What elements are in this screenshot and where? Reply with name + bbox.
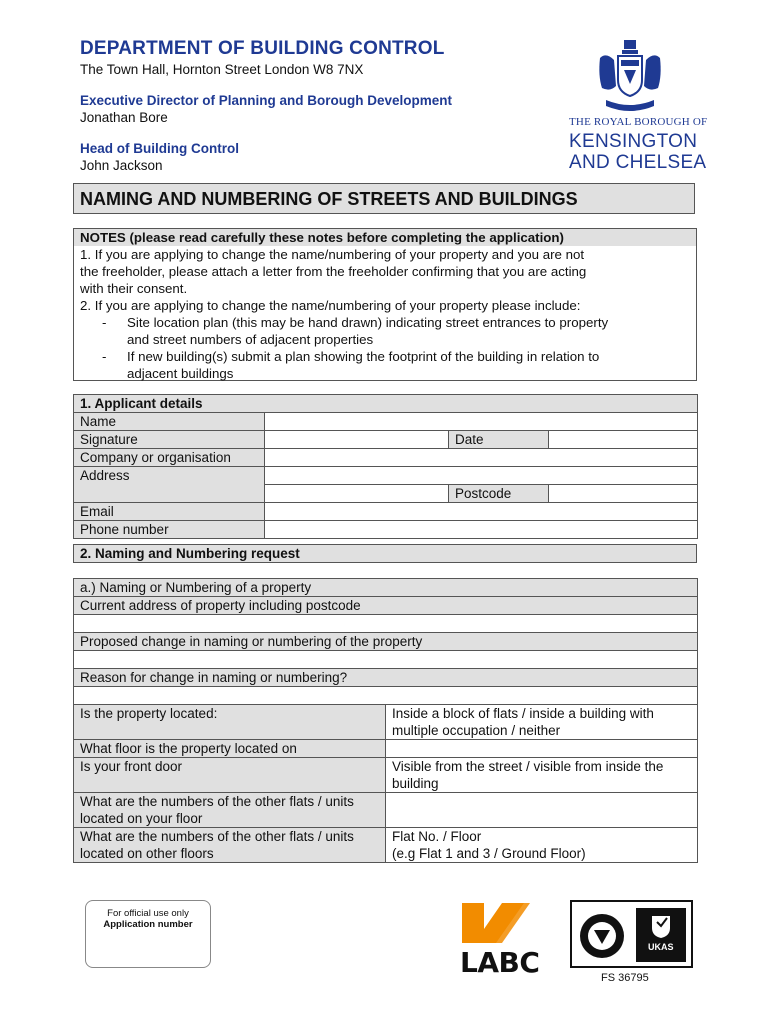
name-label: Name xyxy=(74,413,265,431)
department-title: DEPARTMENT OF BUILDING CONTROL xyxy=(80,38,445,59)
flat-hint-line1: Flat No. / Floor xyxy=(392,829,482,844)
borough-logo-line2: KENSINGTON xyxy=(569,131,698,152)
request-section-heading: 2. Naming and Numbering request xyxy=(74,545,697,563)
floor-label: What floor is the property located on xyxy=(74,740,386,758)
certificate-number: FS 36795 xyxy=(601,972,649,984)
notes-bullet: and street numbers of adjacent properties xyxy=(127,332,374,347)
notes-bullet: Site location plan (this may be hand drawn) indicating street entrances to property xyxy=(127,315,609,330)
bsi-label: BSI xyxy=(594,905,611,916)
request-heading-table xyxy=(73,544,697,563)
notes-box xyxy=(73,228,697,381)
address-field[interactable] xyxy=(265,467,698,485)
notes-line: 1. If you are applying to change the name/numbering of your property and you are not xyxy=(80,247,585,262)
company-field[interactable] xyxy=(265,449,698,467)
ukas-label: UKAS xyxy=(648,942,674,952)
form-title: NAMING AND NUMBERING OF STREETS AND BUILDINGS xyxy=(73,183,695,214)
notes-line: 2. If you are applying to change the name/numbering of your property please include: xyxy=(80,298,581,313)
exec-director-role: Executive Director of Planning and Borough Development xyxy=(80,93,453,108)
notes-line: with their consent. xyxy=(80,281,188,296)
date-label: Date xyxy=(449,431,549,449)
application-number-label: Application number xyxy=(103,919,193,930)
other-floor-units-label: What are the numbers of the other flats / units located on other floors xyxy=(74,828,386,863)
address-field-line2[interactable] xyxy=(265,485,449,503)
postcode-field[interactable] xyxy=(549,485,698,503)
notes-line: the freeholder, please attach a letter from the freeholder confirming that you are acting xyxy=(80,264,587,279)
borough-logo-line3: AND CHELSEA xyxy=(569,152,707,173)
official-use-label: For official use only xyxy=(107,908,189,919)
reason-label: Reason for change in naming or numbering? xyxy=(74,669,698,687)
borough-crest-icon xyxy=(596,38,664,114)
address-label: Address xyxy=(74,467,265,503)
proposed-change-label: Proposed change in naming or numbering of the property xyxy=(74,633,698,651)
proposed-change-field[interactable] xyxy=(74,651,698,669)
official-use-box xyxy=(85,900,211,968)
company-label: Company or organisation xyxy=(74,449,265,467)
labc-logo-text: LABC xyxy=(460,946,540,979)
front-door-label: Is your front door xyxy=(74,758,386,793)
department-address: The Town Hall, Hornton Street London W8 7NX xyxy=(80,62,364,77)
property-located-label: Is the property located: xyxy=(74,705,386,740)
bsi-kitemark-icon xyxy=(572,902,691,966)
date-field[interactable] xyxy=(549,431,698,449)
request-table xyxy=(73,578,698,863)
postcode-label: Postcode xyxy=(449,485,549,503)
reason-field[interactable] xyxy=(74,687,698,705)
other-floor-units-field[interactable] xyxy=(386,828,698,863)
applicant-details-table xyxy=(73,394,698,539)
signature-field[interactable] xyxy=(265,431,449,449)
phone-field[interactable] xyxy=(265,521,698,539)
head-building-control-name: John Jackson xyxy=(80,158,163,173)
same-floor-units-field[interactable] xyxy=(386,793,698,828)
bullet-dash: - xyxy=(102,349,107,364)
property-located-options[interactable]: Inside a block of flats / inside a building with multiple occupation / neither xyxy=(386,705,698,740)
notes-bullet: adjacent buildings xyxy=(127,366,234,381)
applicant-section-heading: 1. Applicant details xyxy=(74,395,698,413)
email-field[interactable] xyxy=(265,503,698,521)
phone-label: Phone number xyxy=(74,521,265,539)
current-address-label: Current address of property including postcode xyxy=(74,597,698,615)
notes-heading: NOTES (please read carefully these notes before completing the application) xyxy=(74,229,696,246)
naming-numbering-subheading: a.) Naming or Numbering of a property xyxy=(74,579,698,597)
labc-logo-icon xyxy=(462,903,558,947)
same-floor-units-label: What are the numbers of the other flats / units located on your floor xyxy=(74,793,386,828)
exec-director-name: Jonathan Bore xyxy=(80,110,168,125)
flat-hint-line2: (e.g Flat 1 and 3 / Ground Floor) xyxy=(392,846,586,861)
front-door-options[interactable]: Visible from the street / visible from inside the building xyxy=(386,758,698,793)
name-field[interactable] xyxy=(265,413,698,431)
bsi-ukas-certification-mark xyxy=(570,900,693,968)
head-building-control-role: Head of Building Control xyxy=(80,141,239,156)
current-address-field[interactable] xyxy=(74,615,698,633)
email-label: Email xyxy=(74,503,265,521)
floor-field[interactable] xyxy=(386,740,698,758)
borough-logo-line1: THE ROYAL BOROUGH OF xyxy=(569,116,708,128)
notes-bullet: If new building(s) submit a plan showing the footprint of the building in relation to xyxy=(127,349,600,364)
signature-label: Signature xyxy=(74,431,265,449)
bullet-dash: - xyxy=(102,315,107,330)
